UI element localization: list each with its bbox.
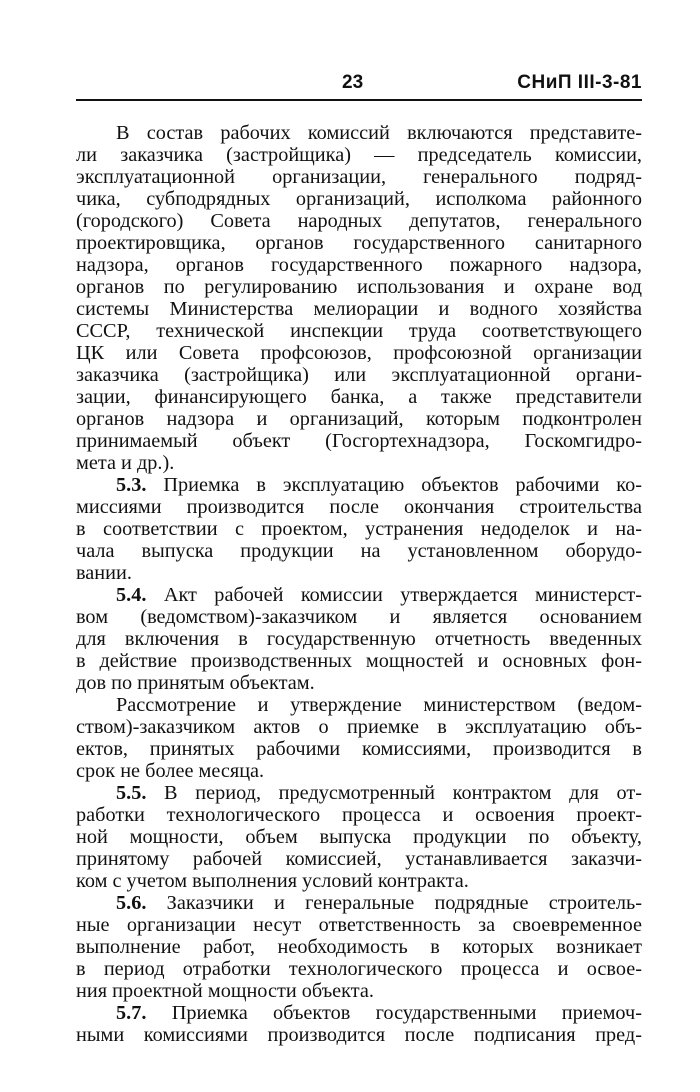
section-number: 5.5. (116, 782, 147, 804)
text-line (76, 826, 642, 848)
text-line (76, 188, 642, 210)
line-text: ком с учетом выполнения условий контракта. (76, 870, 469, 892)
line-text: системы Министерства мелиорации и водного хозяйства (76, 298, 642, 320)
text-line (76, 1024, 642, 1046)
text-line (76, 958, 642, 980)
text-line (76, 914, 642, 936)
line-text: вании. (76, 562, 132, 584)
line-text: для включения в государственную отчетность введенных (76, 628, 642, 650)
text-line (76, 496, 642, 518)
line-text: В период, предусмотренный контрактом для от- (146, 782, 642, 804)
line-text: принимаемый объект (Госгортехнадзора, Госкомгидро- (76, 430, 642, 452)
line-text: чика, субподрядных организаций, исполкома районного (76, 188, 642, 210)
line-text: Приемка объектов государственными приемоч- (146, 1002, 642, 1024)
text-line (76, 650, 642, 672)
text-line (76, 804, 642, 826)
line-text: мета и др.). (76, 452, 175, 474)
line-text: СССР, технической инспекции труда соответствующего (76, 320, 642, 342)
line-text: Приемка в эксплуатацию объектов рабочими ко- (146, 474, 642, 496)
section-number: 5.7. (116, 1002, 147, 1024)
text-line (76, 298, 642, 320)
line-text: ектов, принятых рабочими комиссиями, производится в (76, 738, 642, 760)
line-text: миссиями производится после окончания строительства (76, 496, 642, 518)
line-text: дов по принятым объектам. (76, 672, 315, 694)
line-text: ной мощности, объем выпуска продукции по объекту, (76, 826, 642, 848)
line-text: вом (ведомством)-заказчиком и является основанием (76, 606, 642, 628)
text-line (76, 430, 642, 452)
text-line (76, 166, 642, 188)
text-line (76, 540, 642, 562)
text-line (76, 980, 642, 1002)
text-line (76, 364, 642, 386)
line-text: в действие производственных мощностей и основных фон- (76, 650, 642, 672)
line-text: ЦК или Совета профсоюзов, профсоюзной организации (76, 342, 642, 364)
text-line (76, 276, 642, 298)
text-line (76, 562, 642, 584)
text-line (76, 386, 642, 408)
text-line (76, 606, 642, 628)
line-text: Заказчики и генеральные подрядные строитель- (146, 892, 642, 914)
text-line (76, 342, 642, 364)
line-text: в период отработки технологического процесса и освое- (76, 958, 642, 980)
body-text (76, 122, 642, 1046)
line-text: Рассмотрение и утверждение министерством (ведом- (116, 694, 642, 716)
line-text: выполнение работ, необходимость в которых возникает (76, 936, 642, 958)
line-text: эксплуатационной организации, генерального подряд- (76, 166, 642, 188)
page-number: 23 (342, 72, 364, 93)
text-line (76, 320, 642, 342)
text-line (76, 628, 642, 650)
line-text: ными комиссиями производится после подписания пред- (76, 1024, 642, 1046)
section-number: 5.3. (116, 474, 147, 496)
line-text: принятому рабочей комиссией, устанавливается заказчи- (76, 848, 642, 870)
line-text: В состав рабочих комиссий включаются представите- (116, 122, 642, 144)
line-text: работки технологического процесса и освоения проект- (76, 804, 642, 826)
section-number: 5.4. (116, 584, 147, 606)
text-line (76, 584, 642, 606)
text-line (76, 254, 642, 276)
line-text: надзора, органов государственного пожарного надзора, (76, 254, 642, 276)
text-line (76, 1002, 642, 1024)
text-line (76, 672, 642, 694)
line-text: срок не более месяца. (76, 760, 265, 782)
line-text: ством)-заказчиком актов о приемке в эксплуатацию объ- (76, 716, 642, 738)
text-line (76, 122, 642, 144)
text-line (76, 474, 642, 496)
section-number: 5.6. (116, 892, 147, 914)
text-line (76, 694, 642, 716)
text-line (76, 782, 642, 804)
line-text: Акт рабочей комиссии утверждается министерст- (146, 584, 642, 606)
line-text: органов по регулированию использования и охране вод (76, 276, 642, 298)
line-text: ния проектной мощности объекта. (76, 980, 374, 1002)
text-line (76, 144, 642, 166)
line-text: зации, финансирующего банка, а также представители (76, 386, 642, 408)
text-line (76, 518, 642, 540)
page-header (76, 72, 648, 102)
line-text: заказчика (застройщика) или эксплуатационной органи- (76, 364, 642, 386)
text-line (76, 892, 642, 914)
header-rule (76, 99, 642, 101)
text-line (76, 760, 642, 782)
text-line (76, 936, 642, 958)
text-line (76, 232, 642, 254)
line-text: в соответствии с проектом, устранения недоделок и на- (76, 518, 642, 540)
line-text: (городского) Совета народных депутатов, генерального (76, 210, 642, 232)
text-line (76, 452, 642, 474)
line-text: органов надзора и организаций, которым подконтролен (76, 408, 642, 430)
text-line (76, 210, 642, 232)
text-line (76, 738, 642, 760)
document-code: СНиП III-3-81 (517, 72, 642, 93)
text-line (76, 870, 642, 892)
line-text: ли заказчика (застройщика) — председатель комиссии, (76, 144, 642, 166)
text-line (76, 848, 642, 870)
text-line (76, 408, 642, 430)
line-text: чала выпуска продукции на установленном оборудо- (76, 540, 642, 562)
line-text: проектировщика, органов государственного санитарного (76, 232, 642, 254)
text-line (76, 716, 642, 738)
line-text: ные организации несут ответственность за своевременное (76, 914, 642, 936)
